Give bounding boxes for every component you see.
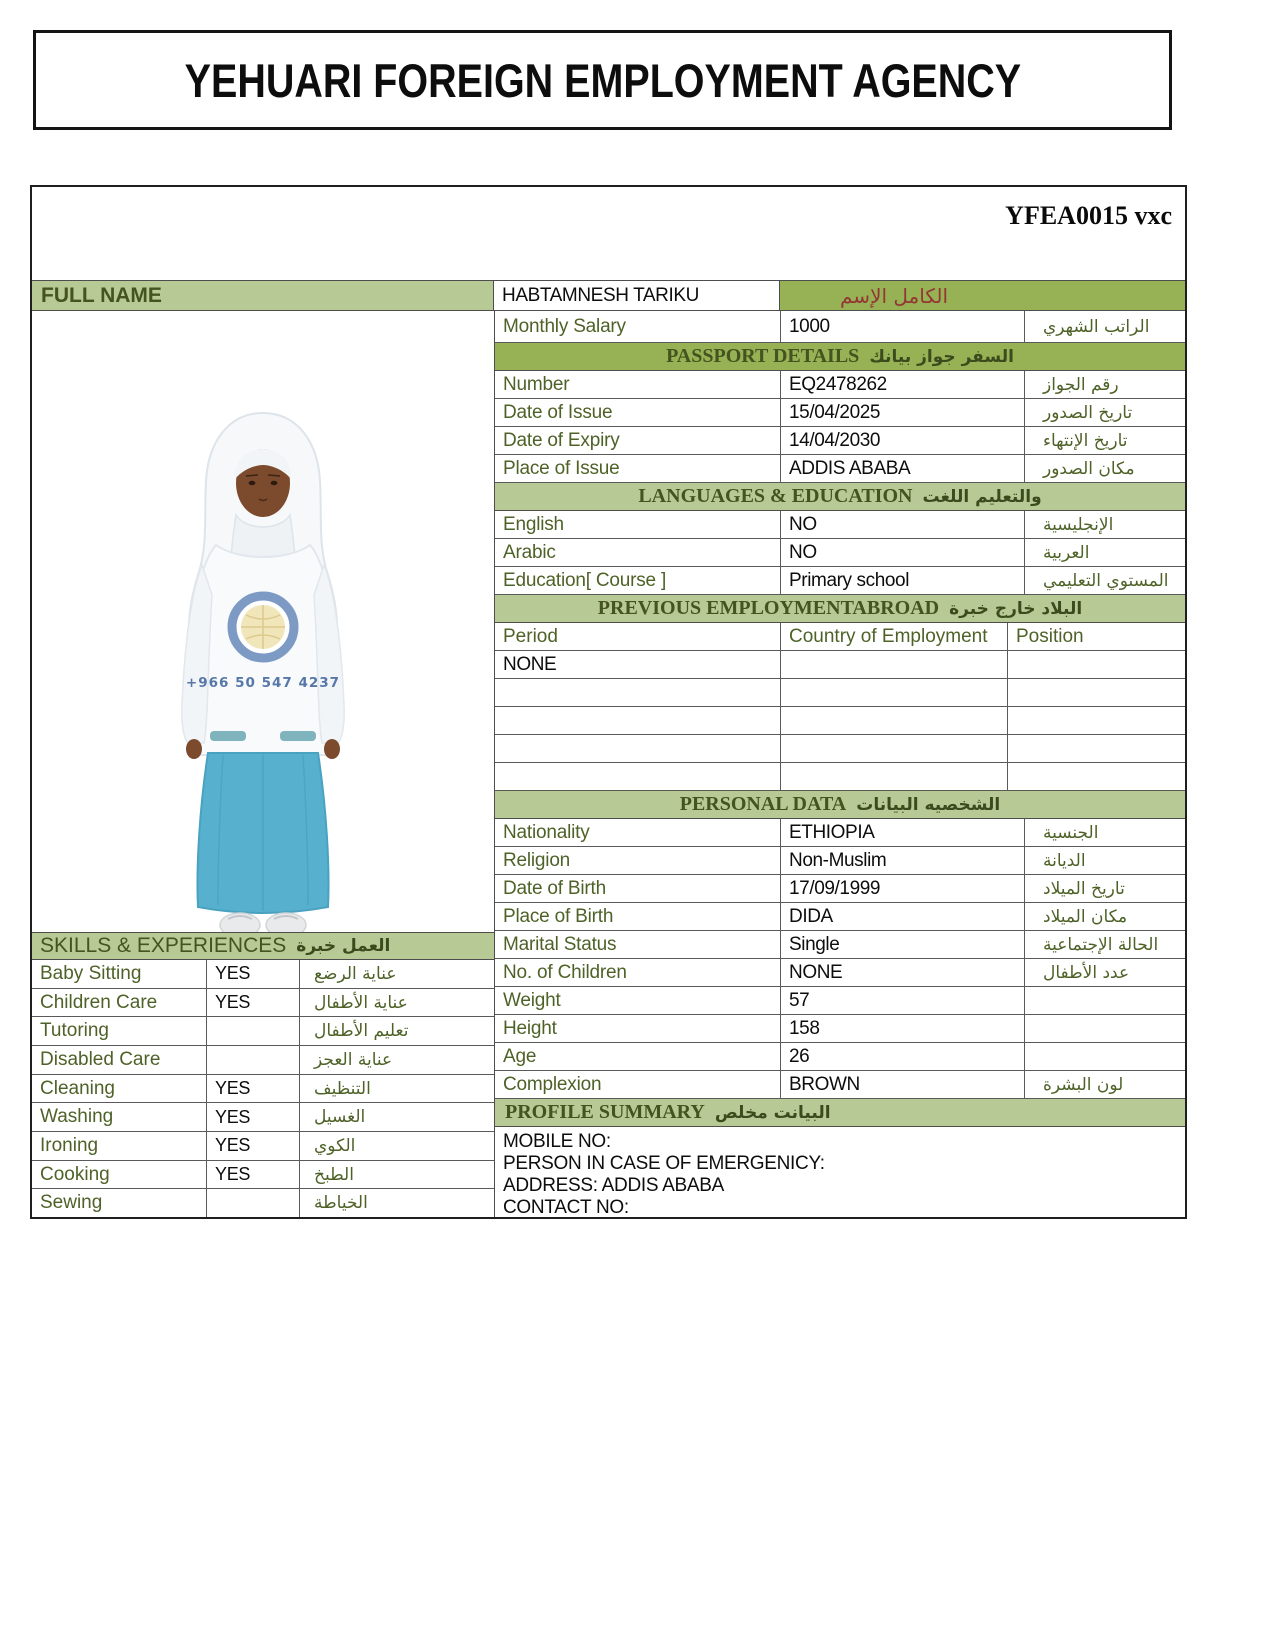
section-title-arabic: البيانت مخلص	[714, 1102, 831, 1123]
column-header-country: Country of Employment	[781, 623, 1008, 650]
field-label: Monthly Salary	[495, 311, 781, 342]
languages-section-header	[495, 483, 1185, 511]
row-monthly-salary	[495, 311, 1185, 343]
field-value: BROWN	[781, 1071, 1025, 1098]
field-arabic-label	[1025, 1015, 1185, 1042]
field-value: 15/04/2025	[781, 399, 1025, 426]
field-arabic-label: المستوي التعليمي	[1043, 570, 1169, 591]
full-name-row	[32, 280, 1185, 311]
row-complexion	[495, 1071, 1185, 1099]
row-date-of-issue	[495, 399, 1185, 427]
field-value: 57	[781, 987, 1025, 1014]
field-value	[207, 1017, 300, 1045]
field-label: Tutoring	[32, 1017, 207, 1045]
field-value	[495, 707, 781, 734]
field-arabic-label: الديانة	[1043, 850, 1086, 871]
field-value: 158	[781, 1015, 1025, 1042]
field-label: Cleaning	[32, 1075, 207, 1103]
field-value: 14/04/2030	[781, 427, 1025, 454]
field-value: YES	[207, 960, 300, 988]
table-row	[32, 1189, 494, 1217]
profile-line: PERSON IN CASE OF EMERGENICY:	[503, 1153, 825, 1174]
field-label: Marital Status	[495, 931, 781, 958]
field-label: Sewing	[32, 1189, 207, 1217]
field-value: YES	[207, 1103, 300, 1131]
section-title: LANGUAGES & EDUCATION	[638, 485, 913, 507]
field-value: 1000	[781, 311, 1025, 342]
full-name-value: HABTAMNESH TARIKU	[494, 281, 780, 310]
field-value	[1008, 735, 1185, 762]
field-arabic-label: الغسيل	[314, 1107, 366, 1128]
field-value: NONE	[781, 959, 1025, 986]
field-arabic-label: الإنجليسية	[1043, 514, 1114, 535]
section-title-arabic: والتعليم اللغت	[922, 486, 1042, 507]
section-title: PASSPORT DETAILS	[666, 345, 860, 367]
field-value	[495, 763, 781, 790]
field-arabic-label: مكان الصدور	[1043, 458, 1135, 479]
row-height	[495, 1015, 1185, 1043]
field-arabic-label: الحالة الإجتماعية	[1043, 934, 1159, 955]
field-value: DIDA	[781, 903, 1025, 930]
table-row	[495, 763, 1185, 791]
full-name-label: FULL NAME	[32, 281, 494, 310]
table-row	[32, 1075, 494, 1104]
field-value: ETHIOPIA	[781, 819, 1025, 846]
table-row	[32, 960, 494, 989]
field-arabic-label: رقم الجواز	[1043, 374, 1119, 395]
table-row	[495, 707, 1185, 735]
skills-section-header	[32, 932, 494, 960]
section-title-arabic: الشخصيه البيانات	[856, 794, 1001, 815]
field-value: EQ2478262	[781, 371, 1025, 398]
row-marital-status	[495, 931, 1185, 959]
field-arabic-label: التنظيف	[314, 1078, 371, 1099]
row-english	[495, 511, 1185, 539]
field-value: 17/09/1999	[781, 875, 1025, 902]
full-name-arabic-label: الكامل الإسم	[780, 281, 1185, 310]
previous-employment-column-headers	[495, 623, 1185, 651]
field-value	[781, 735, 1008, 762]
field-arabic-label	[1025, 1043, 1185, 1070]
table-row	[32, 1017, 494, 1046]
field-value: YES	[207, 1161, 300, 1189]
field-label: Place of Issue	[495, 455, 781, 482]
table-row	[495, 735, 1185, 763]
agency-title-box	[33, 30, 1172, 130]
field-label: No. of Children	[495, 959, 781, 986]
field-label: Washing	[32, 1103, 207, 1131]
profile-line: MOBILE NO:	[503, 1131, 611, 1152]
row-weight	[495, 987, 1185, 1015]
table-row	[32, 1103, 494, 1132]
field-value: Single	[781, 931, 1025, 958]
field-value: ADDIS ABABA	[781, 455, 1025, 482]
left-column	[32, 311, 494, 1217]
field-value	[1008, 763, 1185, 790]
field-label: Date of Birth	[495, 875, 781, 902]
table-row	[32, 1161, 494, 1190]
field-label: Baby Sitting	[32, 960, 207, 988]
field-value: YES	[207, 1132, 300, 1160]
table-row	[495, 679, 1185, 707]
field-value	[781, 763, 1008, 790]
field-label: Arabic	[495, 539, 781, 566]
section-title-arabic: السفر جواز بيانك	[869, 346, 1014, 367]
agency-title: YEHUARI FOREIGN EMPLOYMENT AGENCY	[184, 53, 1021, 107]
row-place-of-birth	[495, 903, 1185, 931]
field-label: Number	[495, 371, 781, 398]
field-value	[781, 679, 1008, 706]
row-age	[495, 1043, 1185, 1071]
field-label: Children Care	[32, 989, 207, 1017]
field-label: Cooking	[32, 1161, 207, 1189]
field-arabic-label: تاريخ الصدور	[1043, 402, 1133, 423]
field-label: English	[495, 511, 781, 538]
column-header-period: Period	[495, 623, 781, 650]
field-label: Height	[495, 1015, 781, 1042]
personal-data-section-header	[495, 791, 1185, 819]
skills-header-label: SKILLS & EXPERIENCES	[40, 934, 287, 957]
field-value	[1008, 651, 1185, 678]
cv-form	[30, 185, 1187, 1219]
field-value: NO	[781, 539, 1025, 566]
field-label: Place of Birth	[495, 903, 781, 930]
section-title: PERSONAL DATA	[679, 793, 847, 815]
row-date-of-birth	[495, 875, 1185, 903]
section-title: PROFILE SUMMARY	[505, 1101, 705, 1123]
row-education	[495, 567, 1185, 595]
row-nationality	[495, 819, 1185, 847]
field-value	[207, 1189, 300, 1217]
field-label: Education[ Course ]	[495, 567, 781, 594]
field-arabic-label: تاريخ الميلاد	[1043, 878, 1125, 899]
field-arabic-label: عناية الأطفال	[314, 992, 408, 1013]
field-value: NO	[781, 511, 1025, 538]
field-label: Complexion	[495, 1071, 781, 1098]
section-title-arabic: البلاد خارج خبرة	[949, 598, 1083, 619]
field-value: 26	[781, 1043, 1025, 1070]
field-value	[1008, 679, 1185, 706]
row-children	[495, 959, 1185, 987]
field-arabic-label: الطبخ	[314, 1164, 354, 1185]
field-arabic-label: لون البشرة	[1043, 1074, 1124, 1095]
field-value	[207, 1046, 300, 1074]
field-arabic-label: عناية الرضع	[314, 963, 397, 984]
field-value: YES	[207, 989, 300, 1017]
field-value	[495, 735, 781, 762]
field-label: Religion	[495, 847, 781, 874]
field-value	[495, 679, 781, 706]
svg-text:+966 50 547 4237: +966 50 547 4237	[185, 675, 341, 691]
table-row	[32, 1132, 494, 1161]
field-label: Date of Expiry	[495, 427, 781, 454]
field-label: Nationality	[495, 819, 781, 846]
applicant-photo-illustration	[138, 395, 391, 956]
row-arabic	[495, 539, 1185, 567]
field-arabic-label: الجنسية	[1043, 822, 1099, 843]
passport-section-header	[495, 343, 1185, 371]
reference-code: YFEA0015 vxc	[1005, 201, 1172, 230]
field-value	[781, 651, 1008, 678]
field-value	[781, 707, 1008, 734]
field-arabic-label: عناية العجز	[314, 1049, 393, 1070]
field-arabic-label: تاريخ الإنتهاء	[1043, 430, 1128, 451]
field-arabic-label: الراتب الشهري	[1043, 316, 1150, 337]
field-arabic-label: تعليم الأطفال	[314, 1021, 409, 1042]
profile-line: ADDRESS: ADDIS ABABA	[503, 1175, 725, 1196]
field-arabic-label	[1025, 987, 1185, 1014]
field-value: Non-Muslim	[781, 847, 1025, 874]
previous-employment-section-header	[495, 595, 1185, 623]
section-title: PREVIOUS EMPLOYMENTABROAD	[597, 597, 940, 619]
skills-table	[32, 960, 494, 1217]
table-row	[495, 651, 1185, 679]
profile-line: CONTACT NO:	[503, 1197, 629, 1218]
field-value: NONE	[495, 651, 781, 678]
profile-summary-text	[495, 1127, 1185, 1223]
table-row	[32, 1046, 494, 1075]
field-value	[1008, 707, 1185, 734]
profile-summary-section-header	[495, 1099, 1185, 1127]
field-label: Ironing	[32, 1132, 207, 1160]
field-arabic-label: العربية	[1043, 542, 1090, 563]
row-date-of-expiry	[495, 427, 1185, 455]
field-arabic-label: الخياطة	[314, 1193, 368, 1214]
field-label: Weight	[495, 987, 781, 1014]
field-arabic-label: مكان الميلاد	[1043, 906, 1128, 927]
field-arabic-label: عدد الأطفال	[1043, 962, 1130, 983]
table-row	[32, 989, 494, 1018]
row-place-of-issue	[495, 455, 1185, 483]
field-value: Primary school	[781, 567, 1025, 594]
field-value: YES	[207, 1075, 300, 1103]
row-religion	[495, 847, 1185, 875]
applicant-photo	[32, 311, 494, 932]
column-header-position: Position	[1016, 625, 1084, 647]
field-label: Age	[495, 1043, 781, 1070]
field-label: Disabled Care	[32, 1046, 207, 1074]
field-arabic-label: الكوي	[314, 1135, 356, 1156]
field-label: Date of Issue	[495, 399, 781, 426]
right-column	[494, 311, 1185, 1217]
row-passport-number	[495, 371, 1185, 399]
skills-header-arabic: العمل خبرة	[296, 936, 391, 956]
